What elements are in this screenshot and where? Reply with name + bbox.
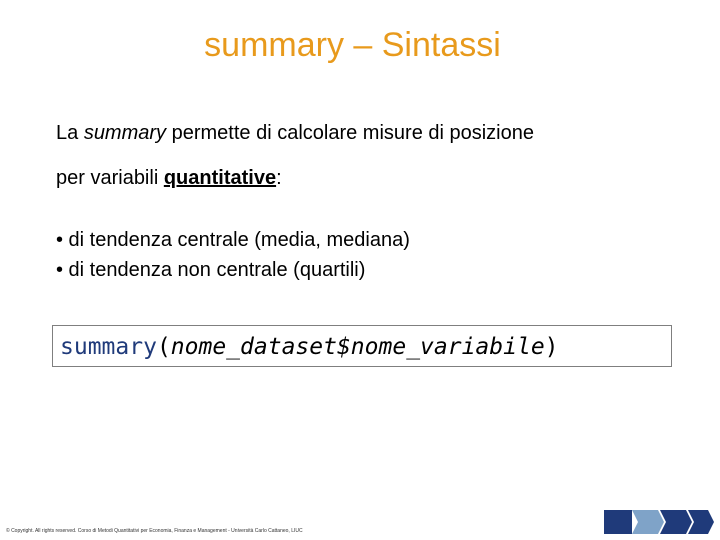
description-prefix: per variabili: [56, 167, 164, 189]
slide-navigation: [604, 510, 716, 534]
description-emphasis: summary: [83, 122, 167, 144]
description-suffix: permette di calcolare misure di posizione: [166, 122, 534, 144]
nav-block: [604, 510, 632, 534]
code-open-paren: (: [156, 334, 171, 360]
code-syntax-box: [52, 325, 672, 367]
copyright-footer: © Copyright. All rights reserved. Corso di Metodi Quantitativi per Economia, Finanza e Management - Università Carlo Cattaneo, LIUC: [6, 528, 303, 534]
bullet-item: • di tendenza non centrale (quartili): [56, 259, 366, 281]
code-close-paren: ): [544, 334, 559, 360]
nav-arrow-icon[interactable]: [660, 510, 692, 534]
bullet-item: • di tendenza centrale (media, mediana): [56, 229, 410, 251]
description-suffix: :: [276, 167, 282, 189]
nav-arrow-icon[interactable]: [632, 510, 664, 534]
code-argument: nome_dataset$nome_variabile: [170, 334, 545, 360]
slide-title: summary – Sintassi: [204, 26, 501, 64]
description-line-1: [56, 121, 534, 145]
code-function: summary: [60, 334, 157, 360]
quantitative-keyword: quantitative: [163, 167, 277, 189]
description-prefix: La: [56, 122, 84, 144]
description-line-2: [56, 166, 282, 190]
